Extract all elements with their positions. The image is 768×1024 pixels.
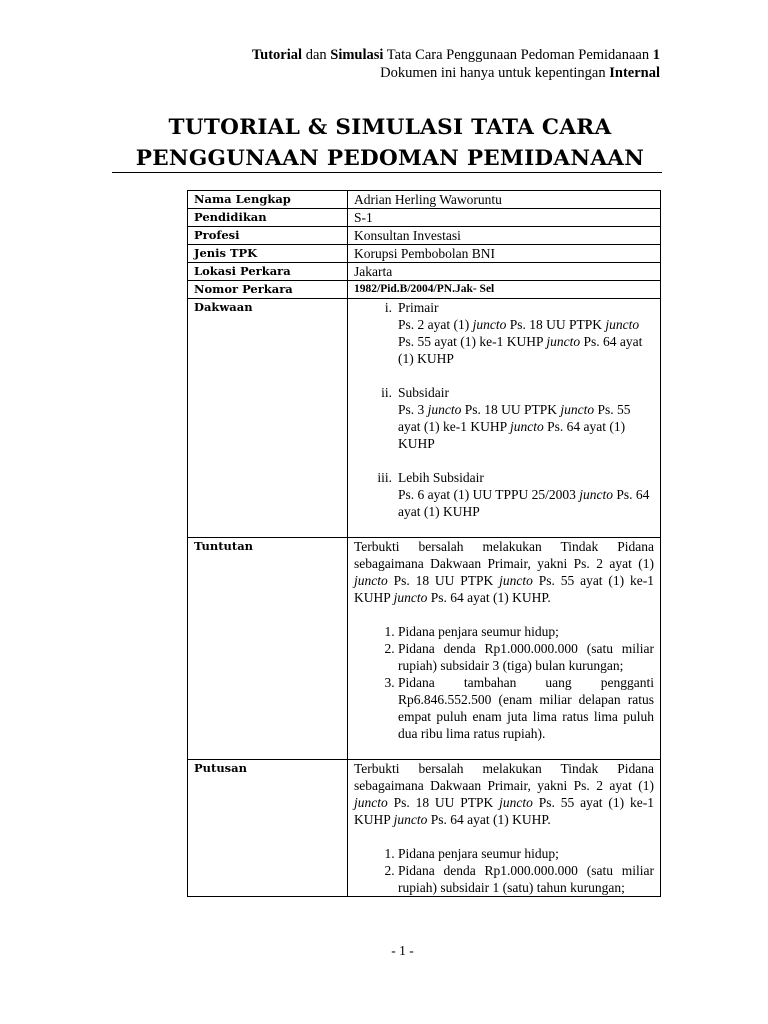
row-label: Jenis TPK xyxy=(188,245,348,263)
row-value: Jakarta xyxy=(348,263,661,281)
dakwaan-item xyxy=(354,469,654,520)
title-divider xyxy=(112,172,662,173)
putusan-paragraph: Terbukti bersalah melakukan Tindak Pidana sebagaimana Dakwaan Primair, yakni Ps. 2 ayat (1) juncto Ps. 18 UU PTPK juncto Ps. 55 ayat (1) ke-1 KUHP juncto Ps. 64 ayat (1) KUHP. xyxy=(354,761,654,827)
document-title xyxy=(0,112,768,174)
title-line-1: TUTORIAL & SIMULASI TATA CARA xyxy=(168,115,612,140)
row-nomor xyxy=(188,281,661,299)
row-nama xyxy=(188,191,661,209)
item-text: Ps. 2 ayat (1) juncto Ps. 18 UU PTPK juncto Ps. 55 ayat (1) ke-1 KUHP juncto Ps. 64 ayat (1) KUHP xyxy=(398,317,643,366)
item-text: Ps. 6 ayat (1) UU TPPU 25/2003 juncto Ps. 64 ayat (1) KUHP xyxy=(398,487,650,519)
item-title: Primair xyxy=(398,300,439,315)
header-line-2: Dokumen ini hanya untuk kepentingan Internal xyxy=(380,65,660,81)
row-profesi xyxy=(188,227,661,245)
dakwaan-item xyxy=(354,299,654,367)
dakwaan-list xyxy=(348,299,661,538)
item-body xyxy=(398,384,654,452)
header-line-1: Tutorial dan Simulasi Tata Cara Penggunaan Pedoman Pemidanaan 1 xyxy=(251,47,660,63)
list-item: 2. Pidana denda Rp1.000.000.000 (satu miliar rupiah) subsidair 1 (satu) tahun kurungan; xyxy=(398,862,654,896)
row-label: Dakwaan xyxy=(188,299,348,538)
row-putusan xyxy=(188,760,661,897)
list-item: 1. Pidana penjara seumur hidup; xyxy=(398,845,654,862)
item-body xyxy=(398,299,654,367)
row-pendidikan xyxy=(188,209,661,227)
case-info-table xyxy=(187,190,661,897)
row-label: Nama Lengkap xyxy=(188,191,348,209)
item-title: Subsidair xyxy=(398,385,450,400)
row-value: Adrian Herling Waworuntu xyxy=(348,191,661,209)
row-label: Profesi xyxy=(188,227,348,245)
title-line-2: PENGGUNAAN PEDOMAN PEMIDANAAN xyxy=(135,146,645,171)
page-number: - 1 - xyxy=(391,943,414,958)
row-label: Lokasi Perkara xyxy=(188,263,348,281)
list-item: 2. Pidana denda Rp1.000.000.000 (satu miliar rupiah) subsidair 3 (tiga) bulan kurungan; xyxy=(398,640,654,674)
row-label: Putusan xyxy=(188,760,348,897)
row-value: S-1 xyxy=(348,209,661,227)
row-tuntutan xyxy=(188,538,661,760)
item-title: Lebih Subsidair xyxy=(398,470,484,485)
row-lokasi xyxy=(188,263,661,281)
list-item: 1. Pidana penjara seumur hidup; xyxy=(398,623,654,640)
item-number: i. xyxy=(384,300,392,315)
row-value: 1982/Pid.B/2004/PN.Jak- Sel xyxy=(348,281,661,299)
item-body xyxy=(398,469,654,520)
row-jenis-tpk xyxy=(188,245,661,263)
putusan-content xyxy=(348,760,661,897)
row-value: Korupsi Pembobolan BNI xyxy=(348,245,661,263)
row-label: Tuntutan xyxy=(188,538,348,760)
item-number: ii. xyxy=(381,385,392,400)
tuntutan-paragraph: Terbukti bersalah melakukan Tindak Pidana sebagaimana Dakwaan Primair, yakni Ps. 2 ayat (1) juncto Ps. 18 UU PTPK juncto Ps. 55 ayat (1) ke-1 KUHP juncto Ps. 64 ayat (1) KUHP. xyxy=(354,539,654,605)
item-number: iii. xyxy=(377,470,392,485)
running-header xyxy=(252,46,660,82)
row-value: Konsultan Investasi xyxy=(348,227,661,245)
tuntutan-list xyxy=(354,623,654,742)
item-text: Ps. 3 juncto Ps. 18 UU PTPK juncto Ps. 55 ayat (1) ke-1 KUHP juncto Ps. 64 ayat (1) KUHP xyxy=(398,402,631,451)
row-dakwaan xyxy=(188,299,661,538)
row-label: Pendidikan xyxy=(188,209,348,227)
dakwaan-item xyxy=(354,384,654,452)
row-label: Nomor Perkara xyxy=(188,281,348,299)
tuntutan-content xyxy=(348,538,661,760)
list-item: 3. Pidana tambahan uang pengganti Rp6.846.552.500 (enam miliar delapan ratus empat puluh enam juta lima ratus lima puluh dua ribu lima ratus rupiah). xyxy=(398,674,654,742)
putusan-list xyxy=(354,845,654,896)
